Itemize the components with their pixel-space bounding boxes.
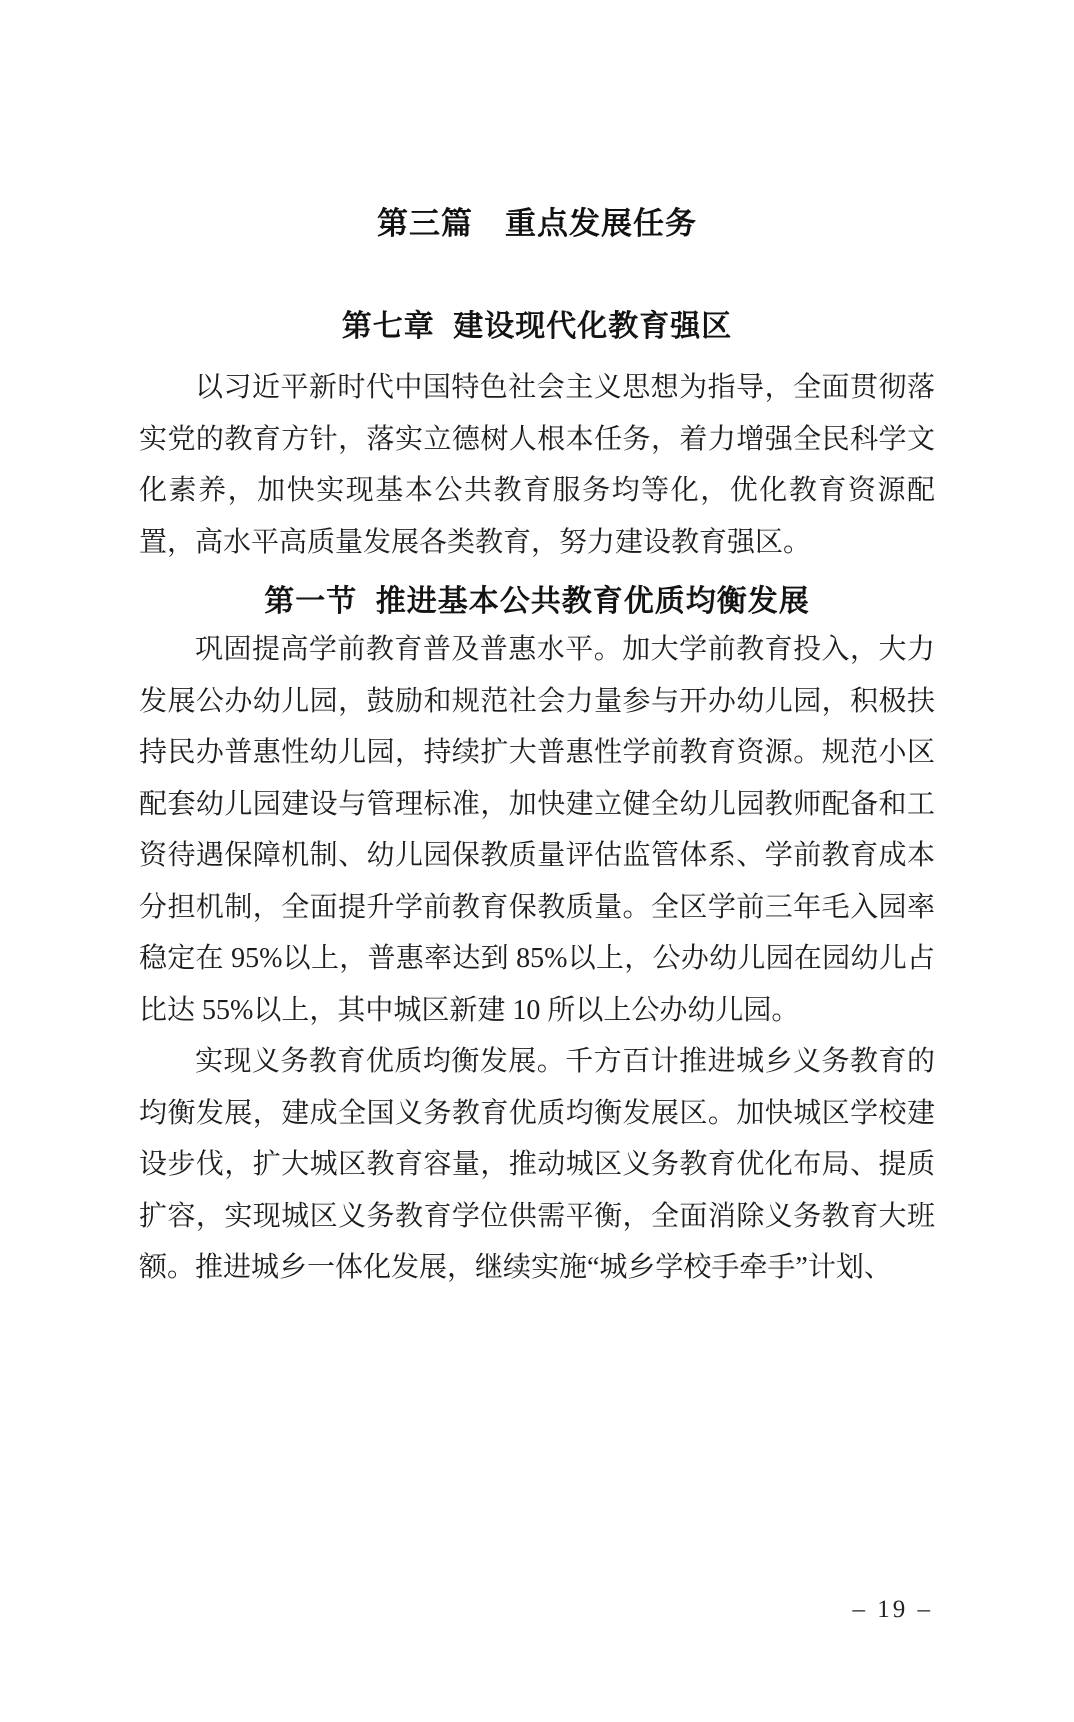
part-title: 第三篇 重点发展任务 (377, 206, 697, 241)
compulsory-education-paragraph: 实现义务教育优质均衡发展。千方百计推进城乡义务教育的均衡发展，建成全国义务教育优质均衡发展区。加快城区学校建设步伐，扩大城区教育容量，推动城区义务教育优化布局、提质扩容，实现城区义务教育学位供需平衡，全面消除义务教育大班额。推进城乡一体化发展，继续实施“城乡学校手牵手”计划、 (139, 1046, 935, 1283)
preschool-paragraph: 巩固提高学前教育普及普惠水平。加大学前教育投入，大力发展公办幼儿园，鼓励和规范社会力量参与开办幼儿园，积极扶持民办普惠性幼儿园，持续扩大普惠性学前教育资源。规范小区配套幼儿园建设与管理标准，加快建立健全幼儿园教师配备和工资待遇保障机制、幼儿园保教质量评估监管体系、学前教育成本分担机制，全面提升学前教育保教质量。全区学前三年毛入园率稳定在 95%以上，普惠率达到 85%以上，公办幼儿园在园幼儿占比达 55%以上，其中城区新建 10 所以上公办幼儿园。 (139, 634, 935, 1026)
page-content (139, 202, 935, 1294)
section-title: 第一节 推进基本公共教育优质均衡发展 (264, 585, 810, 618)
chapter-title: 第七章 建设现代化教育强区 (341, 310, 733, 343)
document-page (0, 202, 1074, 1722)
page-number: – 19 – (852, 1596, 933, 1623)
intro-paragraph: 以习近平新时代中国特色社会主义思想为指导，全面贯彻落实党的教育方针，落实立德树人根本任务，着力增强全民科学文化素养，加快实现基本公共教育服务均等化，优化教育资源配置，高水平高质量发展各类教育，努力建设教育强区。 (139, 372, 935, 558)
